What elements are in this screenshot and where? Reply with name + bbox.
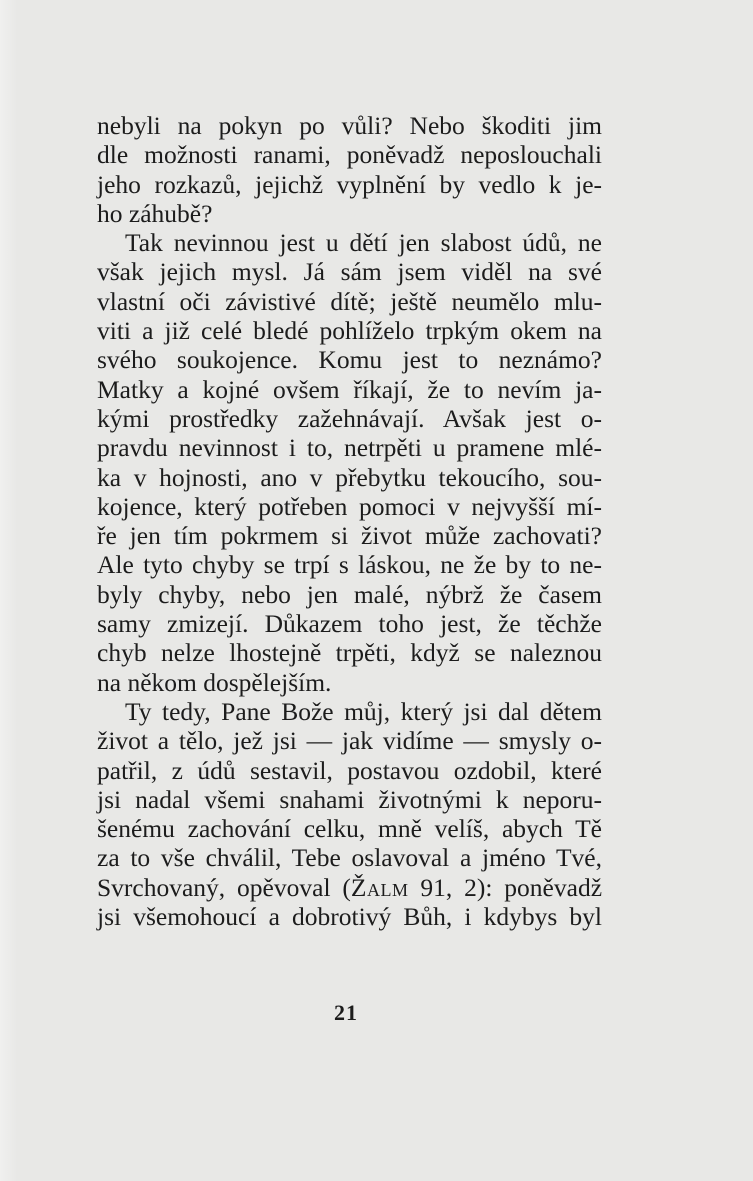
text-line: samy zmizejí. Důkazem toho jest, že těchže [97,609,602,639]
text-line-with-reference [97,873,602,902]
text-line: šenému zachování celku, mně velíš, abych Tě [97,814,602,844]
text-line: Ale tyto chyby se trpí s láskou, ne že by to ne- [97,550,602,580]
text-line: kojence, který potřeben pomoci v nejvyšší mí- [97,491,602,521]
text-line: na někom dospělejším. [97,667,332,697]
body-text [97,111,602,931]
text-line: svého soukojence. Komu jest to neznámo? [97,345,602,375]
text-line: patřil, z údů sestavil, postavou ozdobil, které [97,755,602,785]
text-line: chyb nelze lhostejně trpěti, když se naleznou [97,638,602,668]
text-segment: ): poněvadž [476,872,603,902]
text-line: jeho rozkazů, jejichž vyplnění by vedlo k je- [97,169,602,199]
text-line: jsi všemohoucí a dobrotivý Bůh, i kdybys byl [97,902,602,932]
text-line: jsi nadal všemi snahami životnými k neporu- [97,784,602,814]
paragraph-start-line: Tak nevinnou jest u dětí jen slabost údů, ne [125,228,602,258]
psalm-verse-number: 91, 2 [408,872,477,902]
text-line: za to vše chválil, Tebe oslavoval a jméno Tvé, [97,843,602,873]
text-line: Matky a kojné ovšem říkají, že to nevím ja- [97,374,602,404]
text-line: dle možnosti ranami, poněvadž neposlouchali [97,140,602,170]
text-line: život a tělo, jež jsi — jak vidíme — smysly o- [97,726,602,756]
text-line: pravdu nevinnost i to, netrpěti u pramene mlé- [97,433,602,463]
text-line: nebyli na pokyn po vůli? Nebo škoditi jim [97,111,602,140]
text-line: byly chyby, nebo jen malé, nýbrž že časem [97,579,602,609]
text-line: vlastní oči závistivé dítě; ještě neumělo mlu- [97,286,602,316]
psalm-reference: Žalm [350,872,409,902]
text-line: ře jen tím pokrmem si život může zachovati? [97,521,602,551]
text-line: viti a již celé bledé pohlíželo trpkým okem na [97,316,602,346]
text-line: ka v hojnosti, ano v přebytku tekoucího, sou- [97,462,602,492]
text-line: ho záhubě? [97,198,213,228]
text-line: kými prostředky zažehnávají. Avšak jest o- [97,403,602,433]
page-number: 21 [334,1000,358,1025]
text-line: však jejich mysl. Já sám jsem viděl na své [97,257,602,287]
text-segment: Svrchovaný, opěvoval ( [97,872,351,902]
paragraph-start-line: Ty tedy, Pane Bože můj, který jsi dal dětem [125,696,602,726]
